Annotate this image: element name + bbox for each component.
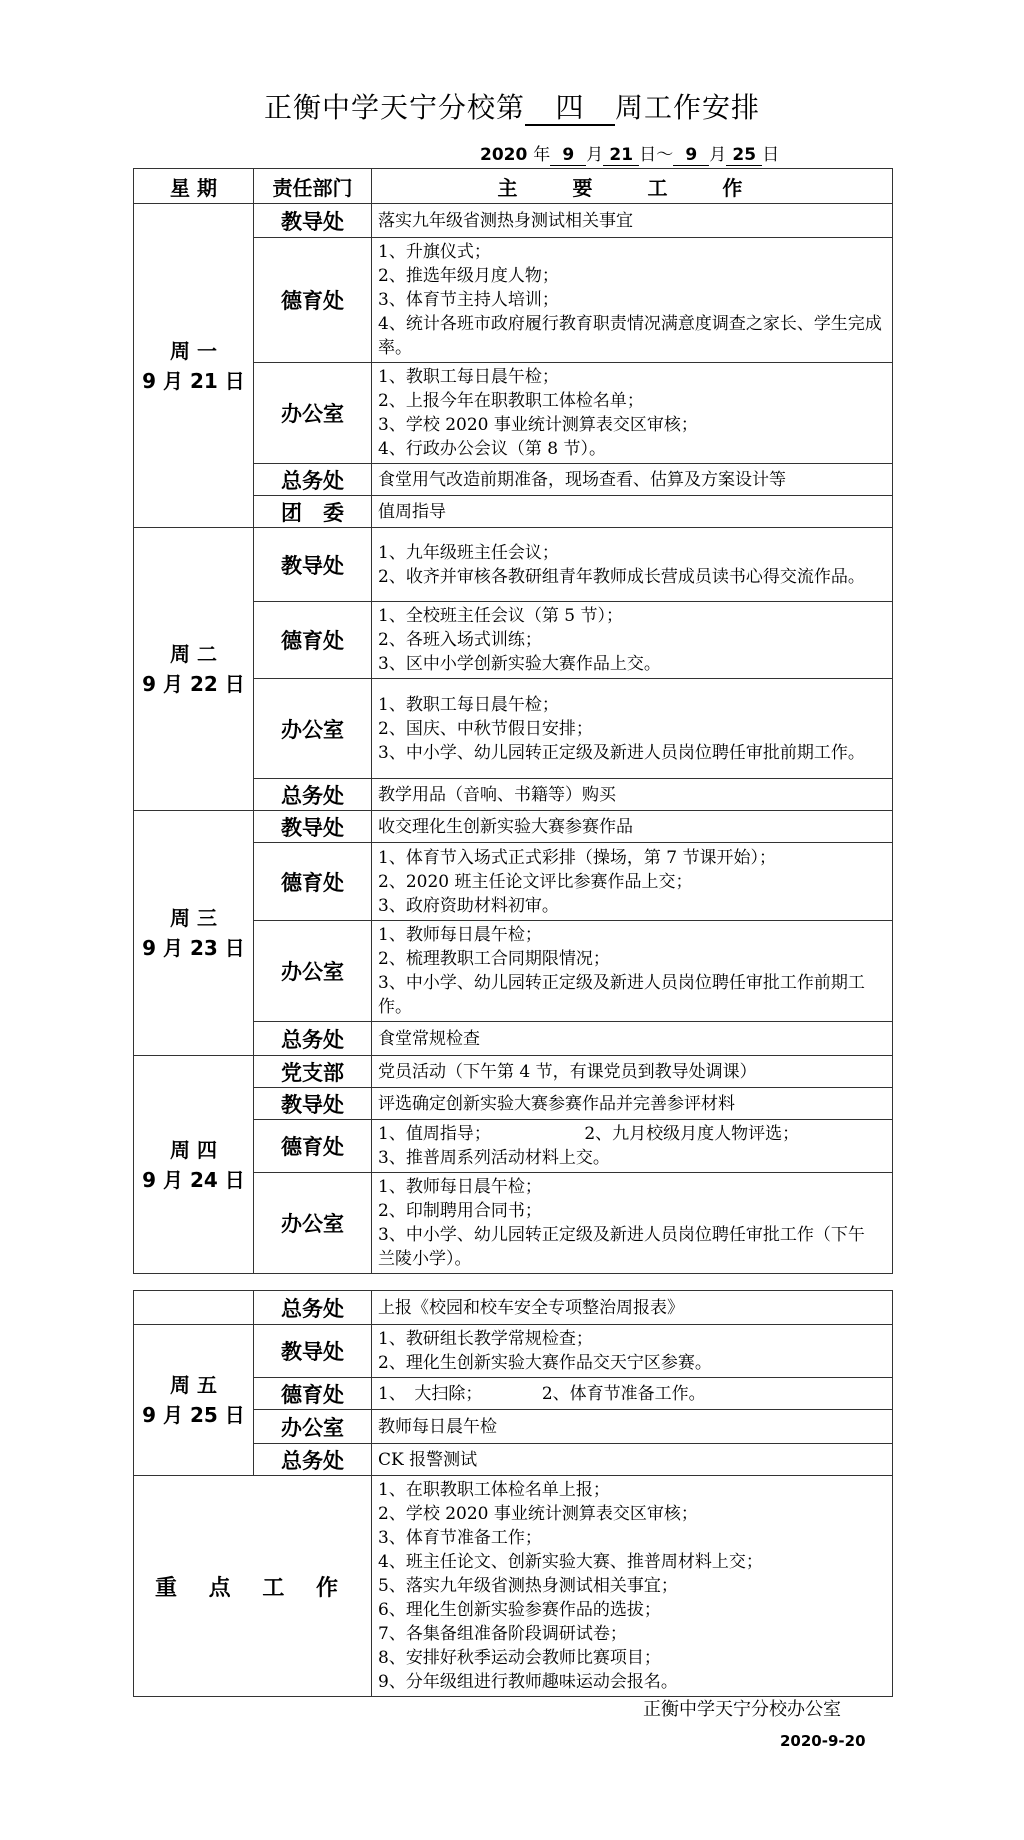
work-line: 党员活动（下午第 4 节，有课党员到教导处调课） xyxy=(378,1061,757,1082)
date-month-label: 月 xyxy=(586,145,604,165)
dept-cell: 德育处 xyxy=(254,1378,372,1410)
dept-cell: 团 委 xyxy=(254,496,372,528)
key-work-label: 重 点 工 作 xyxy=(134,1476,372,1697)
work-cell xyxy=(372,1410,893,1444)
work-line: 1、全校班主任会议（第 5 节）； xyxy=(378,606,623,626)
dept-cell: 总务处 xyxy=(254,1022,372,1056)
date-start-month: 9 xyxy=(550,146,586,166)
work-line: 4、统计各班市政府履行教育职责情况满意度调查之家长、学生完成率。 xyxy=(378,314,882,358)
work-line: 3、推普周系列活动材料上交。 xyxy=(378,1148,610,1168)
dept-cell: 办公室 xyxy=(254,1410,372,1444)
date-range xyxy=(480,140,779,166)
dept-cell: 总务处 xyxy=(254,1444,372,1476)
work-line: 3、体育节准备工作； xyxy=(378,1528,542,1548)
work-line: 4、班主任论文、创新实验大赛、推普周材料上交； xyxy=(378,1552,763,1572)
work-line: 1、教职工每日晨午检； xyxy=(378,694,559,715)
work-line: 1、值周指导； 2、九月校级月度人物评选； xyxy=(378,1124,800,1144)
work-line: 1、教职工每日晨午检； xyxy=(378,367,559,387)
work-cell xyxy=(372,1088,893,1120)
blank-day-cell xyxy=(134,1291,254,1325)
dept-cell: 教导处 xyxy=(254,811,372,843)
work-cell xyxy=(372,496,893,528)
work-line: 2、印制聘用合同书； xyxy=(378,1201,542,1221)
work-line: 2、上报今年在职教职工体检名单； xyxy=(378,391,644,411)
dept-cell: 德育处 xyxy=(254,1120,372,1173)
work-cell xyxy=(372,1291,893,1325)
work-line: 2、学校 2020 事业统计测算表交区审核； xyxy=(378,1504,698,1524)
work-line: 3、区中小学创新实验大赛作品上交。 xyxy=(378,654,661,674)
work-cell xyxy=(372,204,893,238)
day-date: 9 月 23 日 xyxy=(142,936,245,960)
work-line: 3、中小学、幼儿园转正定级及新进人员岗位聘任审批工作（下午 兰陵小学）。 xyxy=(378,1225,865,1269)
work-line: 2、推选年级月度人物； xyxy=(378,266,559,286)
dept-cell: 总务处 xyxy=(254,779,372,811)
work-line: 1、 大扫除； 2、体育节准备工作。 xyxy=(378,1383,706,1404)
work-cell xyxy=(372,811,893,843)
schedule-table-second xyxy=(133,1290,893,1697)
dept-cell: 教导处 xyxy=(254,1325,372,1378)
dept-cell: 德育处 xyxy=(254,843,372,921)
table-row xyxy=(134,811,893,843)
day-date: 9 月 21 日 xyxy=(142,368,245,393)
work-cell xyxy=(372,1444,893,1476)
work-cell xyxy=(372,1325,893,1378)
work-line: 6、理化生创新实验参赛作品的选拔； xyxy=(378,1600,661,1620)
dept-cell: 德育处 xyxy=(254,602,372,679)
day-cell-wed xyxy=(134,811,254,1056)
work-cell xyxy=(372,679,893,779)
schedule-table-main xyxy=(133,168,893,1274)
day-date: 9 月 25 日 xyxy=(142,1403,245,1427)
date-start-day: 21 xyxy=(603,146,639,166)
work-line: 教师每日晨午检 xyxy=(378,1416,497,1437)
day-name: 周 四 xyxy=(170,1137,217,1162)
work-cell xyxy=(372,464,893,496)
work-cell xyxy=(372,528,893,602)
day-cell-thu xyxy=(134,1056,254,1274)
work-line: 3、体育节主持人培训； xyxy=(378,290,559,310)
work-line: 1、升旗仪式； xyxy=(378,242,491,262)
table-row xyxy=(134,1056,893,1088)
table-row xyxy=(134,528,893,602)
header-work: 主 要 工 作 xyxy=(372,169,893,204)
work-line: 5、落实九年级省测热身测试相关事宜； xyxy=(378,1576,678,1596)
work-line: 2、国庆、中秋节假日安排； xyxy=(378,718,593,739)
work-line: CK 报警测试 xyxy=(378,1449,478,1470)
key-work-row xyxy=(134,1476,893,1697)
work-line: 收交理化生创新实验大赛参赛作品 xyxy=(378,816,633,837)
day-cell-tue xyxy=(134,528,254,811)
day-name: 周 三 xyxy=(170,906,217,930)
dept-cell: 总务处 xyxy=(254,464,372,496)
table-row xyxy=(134,204,893,238)
dept-cell: 德育处 xyxy=(254,238,372,363)
work-line: 3、政府资助材料初审。 xyxy=(378,895,559,916)
day-date: 9 月 24 日 xyxy=(142,1167,245,1192)
work-line: 值周指导 xyxy=(378,501,446,522)
work-line: 食堂常规检查 xyxy=(378,1028,480,1049)
date-end-day: 25 xyxy=(726,146,762,166)
work-line: 3、学校 2020 事业统计测算表交区审核； xyxy=(378,415,698,435)
day-cell-fri xyxy=(134,1325,254,1476)
dept-cell: 总务处 xyxy=(254,1291,372,1325)
key-work-list xyxy=(372,1476,893,1697)
work-line: 2、2020 班主任论文评比参赛作品上交； xyxy=(378,871,693,892)
date-year-label: 年 xyxy=(533,145,551,165)
work-line: 1、教师每日晨午检； xyxy=(378,1177,542,1197)
work-cell xyxy=(372,363,893,464)
work-line: 食堂用气改造前期准备，现场查看、估算及方案设计等 xyxy=(378,469,786,490)
page-title xyxy=(0,86,1024,126)
date-end-day-label: 日 xyxy=(762,145,780,165)
work-cell xyxy=(372,1173,893,1274)
signature-date: 2020-9-20 xyxy=(780,1732,866,1750)
date-end-month: 9 xyxy=(673,146,709,166)
table-header-row xyxy=(134,169,893,204)
dept-cell: 办公室 xyxy=(254,679,372,779)
work-line: 2、各班入场式训练； xyxy=(378,630,542,650)
work-cell xyxy=(372,779,893,811)
work-line: 1、体育节入场式正式彩排（操场，第 7 节课开始）； xyxy=(378,847,776,868)
date-day-label: 日～ xyxy=(639,145,674,165)
date-year: 2020 xyxy=(480,145,528,165)
work-line: 1、教师每日晨午检； xyxy=(378,925,542,945)
dept-cell: 党支部 xyxy=(254,1056,372,1088)
work-line: 9、分年级组进行教师趣味运动会报名。 xyxy=(378,1672,678,1692)
date-end-month-label: 月 xyxy=(709,145,727,165)
work-line: 落实九年级省测热身测试相关事宜 xyxy=(378,210,633,231)
office-signature: 正衡中学天宁分校办公室 xyxy=(643,1699,841,1720)
dept-cell: 教导处 xyxy=(254,204,372,238)
day-cell-mon xyxy=(134,204,254,528)
dept-cell: 教导处 xyxy=(254,1088,372,1120)
table-row xyxy=(134,1291,893,1325)
work-cell xyxy=(372,238,893,363)
title-prefix: 正衡中学天宁分校第 xyxy=(263,91,525,124)
work-line: 8、安排好秋季运动会教师比赛项目； xyxy=(378,1648,661,1668)
work-line: 1、在职教职工体检名单上报； xyxy=(378,1480,610,1500)
work-cell xyxy=(372,1378,893,1410)
work-line: 1、九年级班主任会议； xyxy=(378,542,559,563)
work-line: 3、中小学、幼儿园转正定级及新进人员岗位聘任审批工作前期工作。 xyxy=(378,973,865,1017)
work-cell xyxy=(372,1056,893,1088)
day-name: 周 二 xyxy=(170,642,217,666)
work-line: 2、梳理教职工合同期限情况； xyxy=(378,949,610,969)
work-line: 2、收齐并审核各教研组青年教师成长营成员读书心得交流作品。 xyxy=(378,566,865,587)
work-cell xyxy=(372,1022,893,1056)
work-cell xyxy=(372,1120,893,1173)
day-name: 周 五 xyxy=(170,1373,217,1397)
dept-cell: 办公室 xyxy=(254,1173,372,1274)
dept-cell: 办公室 xyxy=(254,363,372,464)
work-line: 2、理化生创新实验大赛作品交天宁区参赛。 xyxy=(378,1353,712,1373)
work-line: 7、各集备组准备阶段调研试卷； xyxy=(378,1624,627,1644)
title-week-number: 四 xyxy=(525,93,615,126)
dept-cell: 教导处 xyxy=(254,528,372,602)
work-line: 评选确定创新实验大赛参赛作品并完善参评材料 xyxy=(378,1093,735,1114)
dept-cell: 办公室 xyxy=(254,921,372,1022)
work-line: 4、行政办公会议（第 8 节）。 xyxy=(378,439,606,459)
day-name: 周 一 xyxy=(170,338,217,363)
work-cell xyxy=(372,843,893,921)
header-dept: 责任部门 xyxy=(254,169,372,204)
day-date: 9 月 22 日 xyxy=(142,672,245,696)
table-row xyxy=(134,1325,893,1378)
work-line: 上报《校园和校车安全专项整治周报表》 xyxy=(378,1297,684,1318)
work-line: 3、中小学、幼儿园转正定级及新进人员岗位聘任审批前期工作。 xyxy=(378,742,865,763)
title-suffix: 周工作安排 xyxy=(615,91,761,124)
header-day: 星 期 xyxy=(134,169,254,204)
work-line: 1、教研组长教学常规检查； xyxy=(378,1329,593,1349)
work-cell xyxy=(372,921,893,1022)
work-cell xyxy=(372,602,893,679)
work-line: 教学用品（音响、书籍等）购买 xyxy=(378,784,616,805)
